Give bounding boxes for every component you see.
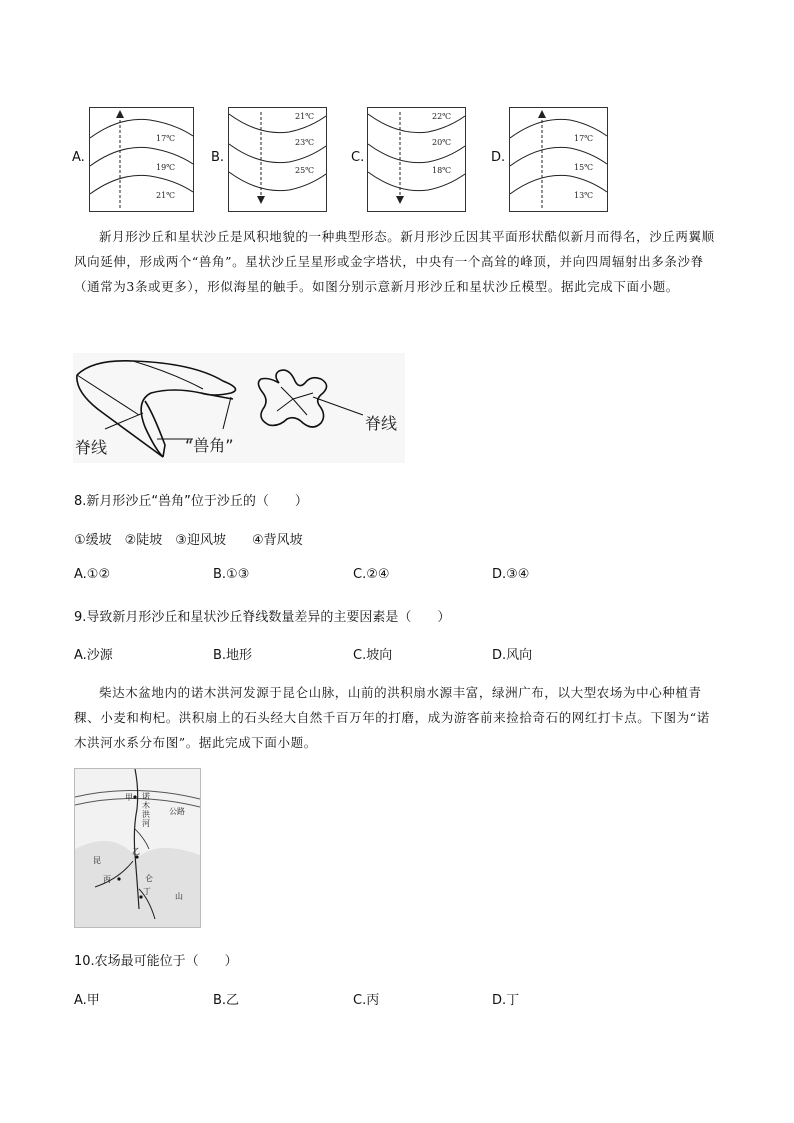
temp-d-2: 15℃ <box>574 163 594 172</box>
point-bing: 丙 <box>103 875 111 884</box>
temp-d-3: 13℃ <box>574 191 594 200</box>
road-label: 公路 <box>169 807 185 816</box>
question-9-stem: 9.导致新月形沙丘和星状沙丘脊线数量差异的主要因素是（ ） <box>74 610 451 625</box>
isotherm-figure-a <box>89 107 194 212</box>
option-b-letter: B. <box>211 150 225 165</box>
dune-passage: 新月形沙丘和星状沙丘是风积地貌的一种典型形态。新月形沙丘因其平面形状酷似新月而得名，沙丘两翼顺风向延伸，形成两个“兽角”。星状沙丘呈星形或金字塔状，中央有一个高耸的峰顶，并向四周辐射出多条沙脊（通常为3条或更多），形似海星的触手。如图分别示意新月形沙丘和星状沙丘模型。据此完成下面小题。 <box>74 229 715 294</box>
option-d-letter: D. <box>491 150 506 165</box>
isotherm-figure-b <box>228 107 327 212</box>
temp-c-3: 18℃ <box>432 166 452 175</box>
temp-b-1: 21℃ <box>295 112 315 121</box>
temp-b-2: 23℃ <box>295 138 315 147</box>
q10-option-d[interactable]: D.丁 <box>492 993 520 1008</box>
river-name-2: 木 <box>142 801 150 810</box>
temp-d-1: 17℃ <box>574 134 594 143</box>
river-name-4: 河 <box>142 819 150 828</box>
q9-option-b[interactable]: B.地形 <box>213 648 253 663</box>
ridge-label-left: 脊线 <box>75 438 108 457</box>
question-8-items: ①缓坡 ②陡坡 ③迎风坡 ④背风坡 <box>74 533 303 548</box>
q10-option-c[interactable]: C.丙 <box>353 993 380 1008</box>
q9-option-a[interactable]: A.沙源 <box>74 648 113 663</box>
temp-a-1: 17℃ <box>156 134 176 143</box>
mountain-shan: 山 <box>175 892 183 901</box>
q8-option-c[interactable]: C.②④ <box>353 567 390 582</box>
q10-option-b[interactable]: B.乙 <box>213 993 240 1008</box>
point-yi: 乙 <box>132 847 140 856</box>
arrow-up-icon <box>116 110 124 118</box>
dune-figure <box>73 353 405 463</box>
q9-option-c[interactable]: C.坡向 <box>353 648 393 663</box>
ridge-label-right: 脊线 <box>365 414 398 433</box>
q8-option-b[interactable]: B.①③ <box>213 567 250 582</box>
arrow-down-icon <box>257 196 265 204</box>
q9-option-d[interactable]: D.风向 <box>492 648 533 663</box>
arrow-up-icon <box>538 110 546 118</box>
point-ding: 丁 <box>143 887 151 896</box>
mountain-kun: 昆 <box>93 856 101 865</box>
river-map <box>74 768 201 928</box>
river-name-1: 诺 <box>142 792 150 801</box>
q8-option-a[interactable]: A.①② <box>74 567 111 582</box>
temp-b-3: 25℃ <box>295 166 315 175</box>
mountain-lun: 仑 <box>145 874 153 883</box>
question-10-stem: 10.农场最可能位于（ ） <box>74 954 238 969</box>
q10-option-a[interactable]: A.甲 <box>74 993 100 1008</box>
horn-label: “兽角” <box>185 436 234 455</box>
q8-option-d[interactable]: D.③④ <box>492 567 530 582</box>
river-passage: 柴达木盆地内的诺木洪河发源于昆仑山脉，山前的洪积扇水源丰富，绿洲广布，以大型农场为中心种植青稞、小麦和枸杞。洪积扇上的石头经大自然千百万年的打磨，成为游客前来捡拾奇石的网红打卡点。下图为“诺木洪河水系分布图”。据此完成下面小题。 <box>74 685 710 750</box>
temp-c-2: 20℃ <box>432 138 452 147</box>
temp-a-3: 21℃ <box>156 191 176 200</box>
temp-c-1: 22℃ <box>432 112 452 121</box>
option-c-letter: C. <box>351 150 365 165</box>
isotherm-figure-d <box>509 107 608 212</box>
question-8-stem: 8.新月形沙丘“兽角”位于沙丘的（ ） <box>74 494 308 509</box>
option-a-letter: A. <box>72 150 85 165</box>
point-jia: 甲 <box>125 793 133 802</box>
river-name-3: 洪 <box>142 810 150 819</box>
arrow-down-icon <box>396 196 404 204</box>
temp-a-2: 19℃ <box>156 163 176 172</box>
isotherm-figure-c <box>367 107 466 212</box>
